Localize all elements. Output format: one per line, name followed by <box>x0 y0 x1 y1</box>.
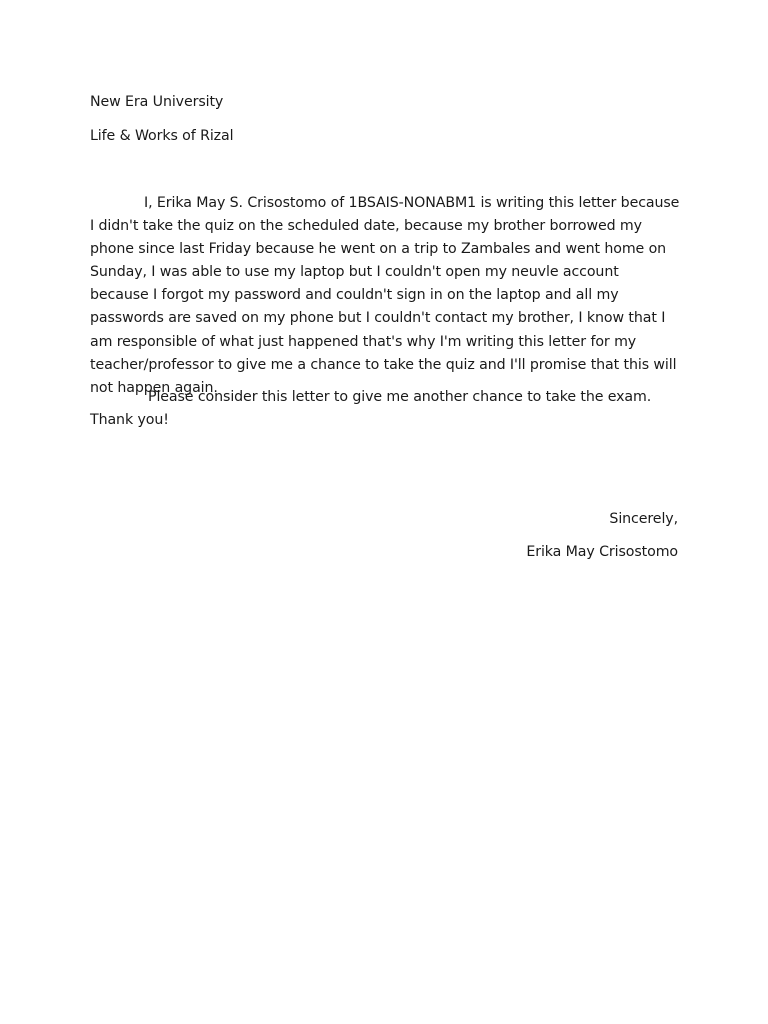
institution-name: New Era University <box>90 94 224 110</box>
letter-request-paragraph: Please consider this letter to give me another chance to take the exam. Thank you! <box>90 389 652 429</box>
letter-body-paragraph: I, Erika May S. Crisostomo of 1BSAIS-NONABM1 is writing this letter because I didn't take the quiz on the scheduled date, because my brother borrowed my phone since last Friday because he went on a trip to Zambales and went home on Sunday, I was able to use my laptop but I couldn't open my neuvle account because I forgot my password and couldn't sign in on the laptop and all my passwords are saved on my phone but I couldn't contact my brother, I know that I am responsible of what just happened that's why I'm writing this letter for my teacher/professor to give me a chance to take the quiz and I'll promise that this will not happen again. <box>90 195 680 396</box>
signature-name: Erika May Crisostomo <box>526 544 678 560</box>
valediction: Sincerely, <box>609 511 678 527</box>
course-title: Life & Works of Rizal <box>90 128 234 144</box>
